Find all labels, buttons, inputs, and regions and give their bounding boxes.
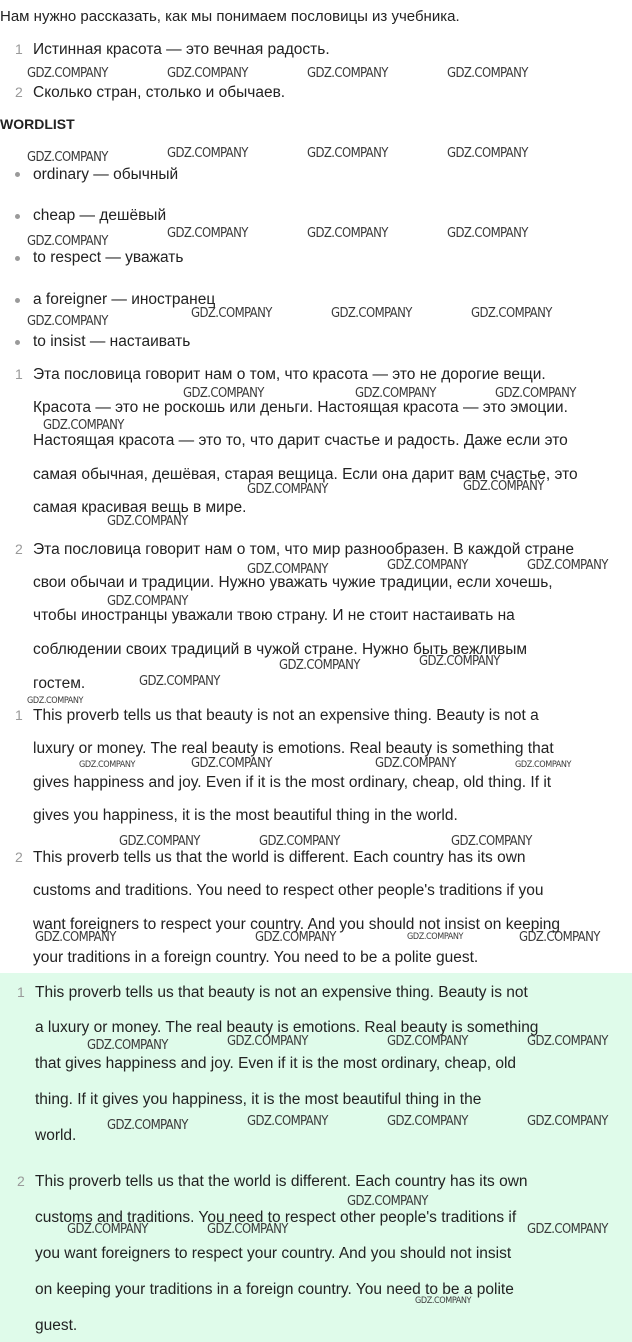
watermark: GDZ.COMPANY [527, 1222, 608, 1237]
answer-number: 2 [15, 849, 23, 865]
watermark: GDZ.COMPANY [387, 1114, 468, 1129]
answer-line: that gives happiness and joy. Even if it is the most ordinary, cheap, old [35, 1055, 517, 1072]
watermark: GDZ.COMPANY [255, 930, 336, 945]
answer-line: Эта пословица говорит нам о том, что мир разнообразен. В каждой стране [33, 541, 574, 558]
watermark: GDZ.COMPANY [191, 306, 272, 321]
watermark: GDZ.COMPANY [519, 930, 600, 945]
wordlist-item: a foreigner — иностранец [33, 291, 216, 308]
watermark: GDZ.COMPANY [87, 1038, 168, 1053]
wordlist-item: ordinary — обычный [33, 166, 179, 183]
answer-line: world. [35, 1127, 77, 1144]
intro-text: Нам нужно рассказать, как мы понимаем пословицы из учебника. [0, 8, 460, 25]
wordlist-item: cheap — дешёвый [33, 207, 167, 224]
watermark: GDZ.COMPANY [167, 146, 248, 161]
watermark: GDZ.COMPANY [387, 558, 468, 573]
proverb-number: 1 [15, 41, 23, 57]
watermark: GDZ.COMPANY [27, 150, 108, 165]
watermark: GDZ.COMPANY [207, 1222, 288, 1237]
answer-line: This proverb tells us that beauty is not an expensive thing. Beauty is not a [33, 707, 539, 724]
bullet-icon [15, 298, 20, 303]
bullet-icon [15, 214, 20, 219]
watermark: GDZ.COMPANY [375, 756, 456, 771]
watermark: GDZ.COMPANY [527, 558, 608, 573]
watermark: GDZ.COMPANY [451, 834, 532, 849]
watermark: GDZ.COMPANY [191, 756, 272, 771]
watermark: GDZ.COMPANY [259, 834, 340, 849]
watermark: GDZ.COMPANY [527, 1114, 608, 1129]
answer-number: 2 [15, 541, 23, 557]
answer-line: on keeping your traditions in a foreign country. You need to be a polite [35, 1281, 514, 1298]
answer-line: your traditions in a foreign country. You need to be a polite guest. [33, 949, 479, 966]
bullet-icon [15, 172, 20, 177]
watermark: GDZ.COMPANY [183, 386, 264, 401]
watermark: GDZ.COMPANY [119, 834, 200, 849]
answer-line: gives happiness and joy. Even if it is the most ordinary, cheap, old thing. If it [33, 774, 552, 791]
watermark: GDZ.COMPANY [347, 1194, 428, 1209]
watermark: GDZ.COMPANY [27, 234, 108, 249]
answer-number: 1 [15, 707, 23, 723]
bullet-icon [15, 340, 20, 345]
watermark: GDZ.COMPANY [27, 314, 108, 329]
watermark: GDZ.COMPANY [43, 418, 124, 433]
proverb-number: 2 [15, 84, 23, 100]
answer-line: Настоящая красота — это то, что дарит счастье и радость. Даже если это [33, 432, 568, 449]
answer-line: guest. [35, 1317, 78, 1334]
watermark: GDZ.COMPANY [27, 696, 84, 706]
answer-line: свои обычаи и традиции. Нужно уважать чужие традиции, если хочешь, [33, 574, 553, 591]
answer-line: a luxury or money. The real beauty is emotions. Real beauty is something [35, 1019, 539, 1036]
watermark: GDZ.COMPANY [331, 306, 412, 321]
watermark: GDZ.COMPANY [107, 1118, 188, 1133]
watermark: GDZ.COMPANY [387, 1034, 468, 1049]
watermark: GDZ.COMPANY [355, 386, 436, 401]
watermark: GDZ.COMPANY [447, 146, 528, 161]
watermark: GDZ.COMPANY [27, 66, 108, 81]
watermark: GDZ.COMPANY [35, 930, 116, 945]
watermark: GDZ.COMPANY [415, 1296, 472, 1306]
answer-line: you want foreigners to respect your country. And you should not insist [35, 1245, 512, 1262]
watermark: GDZ.COMPANY [471, 306, 552, 321]
answer-line: самая красивая вещь в мире. [33, 499, 247, 516]
watermark: GDZ.COMPANY [527, 1034, 608, 1049]
watermark: GDZ.COMPANY [167, 66, 248, 81]
answer-line: соблюдении своих традиций в чужой стране. Нужно быть вежливым [33, 641, 528, 658]
answer-number: 1 [17, 984, 25, 1000]
watermark: GDZ.COMPANY [307, 146, 388, 161]
answer-line: самая обычная, дешёвая, старая вещица. Если она дарит вам счастье, это [33, 466, 578, 483]
answer-line: чтобы иностранцы уважали твою страну. И не стоит настаивать на [33, 607, 515, 624]
proverb-text: Сколько стран, столько и обычаев. [33, 84, 286, 101]
bullet-icon [15, 256, 20, 261]
answer-line: want foreigners to respect your country. And you should not insist on keeping [33, 916, 561, 933]
answer-line: customs and traditions. You need to respect other people's traditions if you [33, 882, 544, 899]
answer-line: This proverb tells us that beauty is not an expensive thing. Beauty is not [35, 984, 528, 1001]
watermark: GDZ.COMPANY [515, 760, 572, 770]
watermark: GDZ.COMPANY [307, 66, 388, 81]
watermark: GDZ.COMPANY [495, 386, 576, 401]
proverb-text: Истинная красота — это вечная радость. [33, 41, 330, 58]
wordlist-heading: WORDLIST [0, 116, 75, 132]
watermark: GDZ.COMPANY [247, 1114, 328, 1129]
watermark: GDZ.COMPANY [227, 1034, 308, 1049]
answer-number: 2 [17, 1173, 25, 1189]
watermark: GDZ.COMPANY [447, 66, 528, 81]
watermark: GDZ.COMPANY [407, 932, 464, 942]
answer-line: гостем. [33, 675, 86, 692]
watermark: GDZ.COMPANY [79, 760, 136, 770]
watermark: GDZ.COMPANY [107, 594, 188, 609]
watermark: GDZ.COMPANY [419, 654, 500, 669]
answer-number: 1 [15, 366, 23, 382]
answer-line: customs and traditions. You need to respect other people's traditions if [35, 1209, 517, 1226]
watermark: GDZ.COMPANY [307, 226, 388, 241]
answer-line: Эта пословица говорит нам о том, что красота — это не дорогие вещи. [33, 366, 546, 383]
watermark: GDZ.COMPANY [247, 482, 328, 497]
answer-line: luxury or money. The real beauty is emotions. Real beauty is something that [33, 740, 554, 757]
watermark: GDZ.COMPANY [447, 226, 528, 241]
answer-line: This proverb tells us that the world is different. Each country has its own [33, 849, 526, 866]
wordlist-item: to respect — уважать [33, 249, 184, 266]
answer-line: This proverb tells us that the world is different. Each country has its own [35, 1173, 528, 1190]
watermark: GDZ.COMPANY [107, 514, 188, 529]
watermark: GDZ.COMPANY [167, 226, 248, 241]
wordlist-item: to insist — настаивать [33, 333, 191, 350]
answer-line: thing. If it gives you happiness, it is the most beautiful thing in the [35, 1091, 482, 1108]
watermark: GDZ.COMPANY [279, 658, 360, 673]
answer-line: Красота — это не роскошь или деньги. Настоящая красота — это эмоции. [33, 399, 568, 416]
watermark: GDZ.COMPANY [67, 1222, 148, 1237]
answer-line: gives you happiness, it is the most beautiful thing in the world. [33, 807, 458, 824]
watermark: GDZ.COMPANY [463, 479, 544, 494]
watermark: GDZ.COMPANY [139, 674, 220, 689]
watermark: GDZ.COMPANY [247, 562, 328, 577]
